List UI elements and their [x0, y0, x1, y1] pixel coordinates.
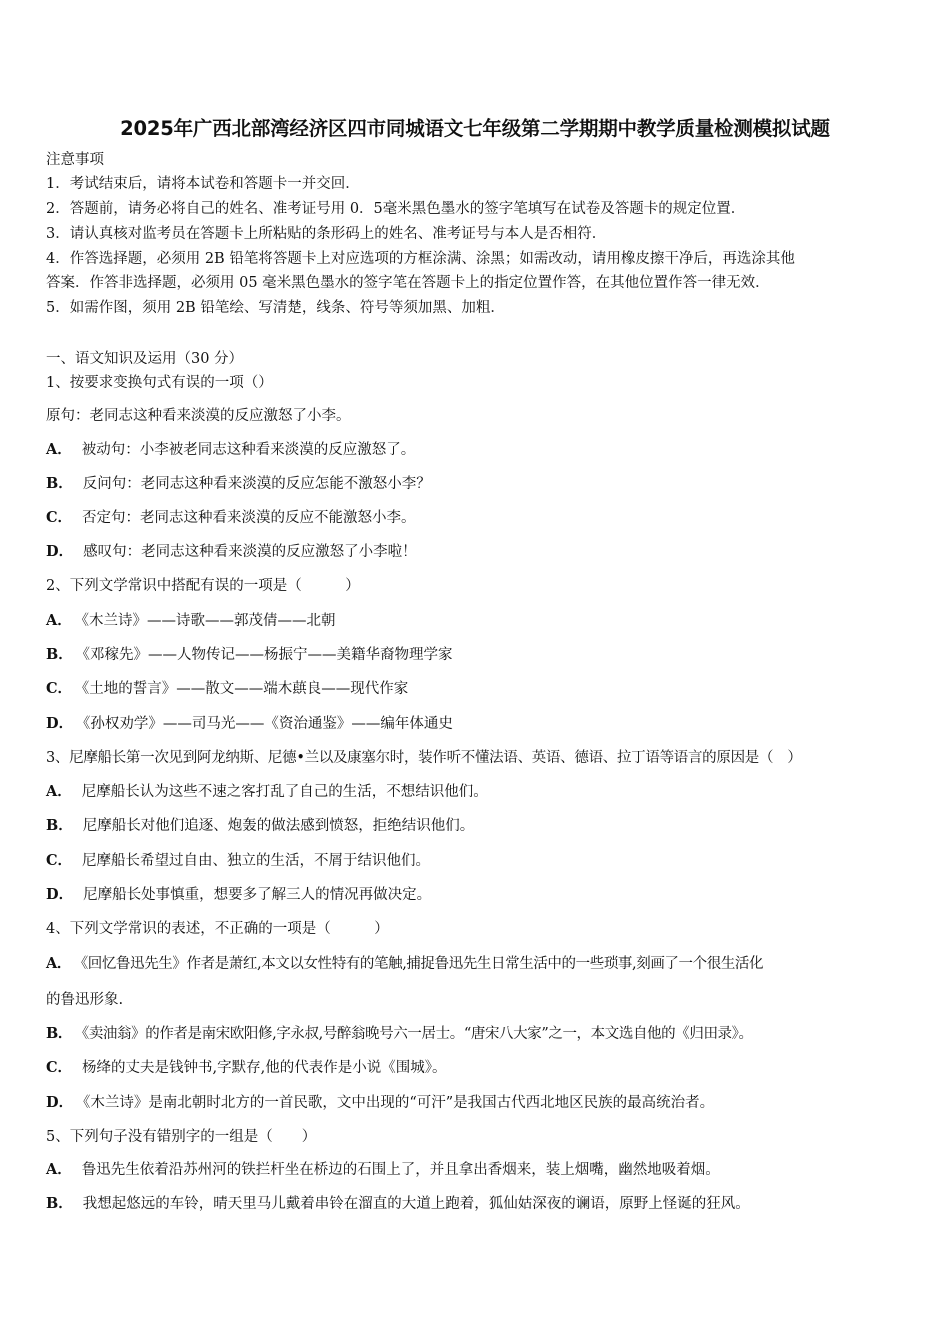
answer-option: C． 否定句：老同志这种看来淡漠的反应不能激怒小李。	[46, 509, 416, 526]
notice-item: 4．作答选择题，必须用 2B 铅笔将答题卡上对应选项的方框涂满、涂黑；如需改动，请用橡皮擦干净后，再选涂其他	[46, 251, 795, 267]
notice-item: 2．答题前，请务必将自己的姓名、准考证号用 0．5毫米黑色墨水的签字笔填写在试卷及答题卡的规定位置．	[46, 201, 746, 217]
question-stem: 3、尼摩船长第一次见到阿龙纳斯、尼德•兰以及康塞尔时，装作听不懂法语、英语、德语、拉丁语等语言的原因是（ ）	[46, 750, 802, 766]
answer-option: A． 被动句：小李被老同志这种看来淡漠的反应激怒了。	[46, 441, 416, 458]
answer-option: D． 感叹句：老同志这种看来淡漠的反应激怒了小李啦！	[46, 543, 417, 560]
answer-option: A． 尼摩船长认为这些不速之客打乱了自己的生活，不想结识他们。	[46, 783, 488, 800]
question-stem: 2、下列文学常识中搭配有误的一项是（ ）	[46, 578, 360, 594]
answer-option: D． 《孙权劝学》——司马光——《资治通鉴》——编年体通史	[46, 715, 453, 732]
answer-option: A． 《木兰诗》——诗歌——郭茂倩——北朝	[46, 612, 336, 629]
answer-option: A． 鲁迅先生依着沿苏州河的铁拦杆坐在桥边的石围上了，并且拿出香烟来，装上烟嘴，幽然地吸着烟。	[46, 1161, 720, 1178]
answer-option: D． 《木兰诗》是南北朝时北方的一首民歌，文中出现的“可汗”是我国古代西北地区民族的最高统治者。	[46, 1094, 715, 1111]
section-heading: 一、语文知识及运用（30 分）	[46, 351, 244, 367]
answer-option: B． 《卖油翁》的作者是南宋欧阳修,字永叔,号醉翁晚号六一居士。“唐宋八大家”之一，本文选自他的《归田录》。	[46, 1025, 753, 1042]
answer-option: C． 《土地的誓言》——散文——端木蕻良——现代作家	[46, 680, 409, 697]
notice-item: 5．如需作图，须用 2B 铅笔绘、写清楚，线条、符号等须加黑、加粗．	[46, 300, 505, 316]
page-title: 2025年广西北部湾经济区四市同城语文七年级第二学期期中教学质量检测模拟试题	[120, 117, 830, 140]
question-stem: 1、按要求变换句式有误的一项（）	[46, 375, 273, 391]
notice-item: 1．考试结束后，请将本试卷和答题卡一并交回．	[46, 176, 360, 192]
question-stem: 4、下列文学常识的表述，不正确的一项是（ ）	[46, 921, 389, 937]
answer-option: C． 杨绛的丈夫是钱钟书,字默存,他的代表作是小说《围城》。	[46, 1059, 447, 1076]
answer-option: B． 尼摩船长对他们追逐、炮轰的做法感到愤怒，拒绝结识他们。	[46, 817, 475, 834]
answer-option: A． 《回忆鲁迅先生》作者是萧红,本文以女性特有的笔触,捕捉鲁迅先生日常生活中的一些琐事,刻画了一个很生活化	[46, 955, 764, 972]
answer-option: C． 尼摩船长希望过自由、独立的生活，不屑于结识他们。	[46, 852, 431, 869]
notice-item: 答案．作答非选择题，必须用 05 毫米黑色墨水的签字笔在答题卡上的指定位置作答，在其他位置作答一律无效．	[46, 275, 770, 291]
answer-option: B． 《邓稼先》——人物传记——杨振宁——美籍华裔物理学家	[46, 646, 453, 663]
question-stem: 5、下列句子没有错别字的一组是（ ）	[46, 1129, 317, 1145]
question-original-sentence: 原句：老同志这种看来淡漠的反应激怒了小李。	[46, 408, 351, 424]
answer-option-continuation: 的鲁迅形象.	[46, 992, 124, 1008]
notice-heading: 注意事项	[46, 152, 104, 168]
answer-option: D． 尼摩船长处事慎重，想要多了解三人的情况再做决定。	[46, 886, 432, 903]
answer-option: B． 反问句：老同志这种看来淡漠的反应怎能不激怒小李？	[46, 475, 431, 492]
notice-item: 3．请认真核对监考员在答题卡上所粘贴的条形码上的姓名、准考证号与本人是否相符．	[46, 226, 607, 242]
answer-option: B． 我想起悠远的车铃，晴天里马儿戴着串铃在溜直的大道上跑着，狐仙姑深夜的谰语，原野上怪诞的狂风。	[46, 1195, 750, 1212]
